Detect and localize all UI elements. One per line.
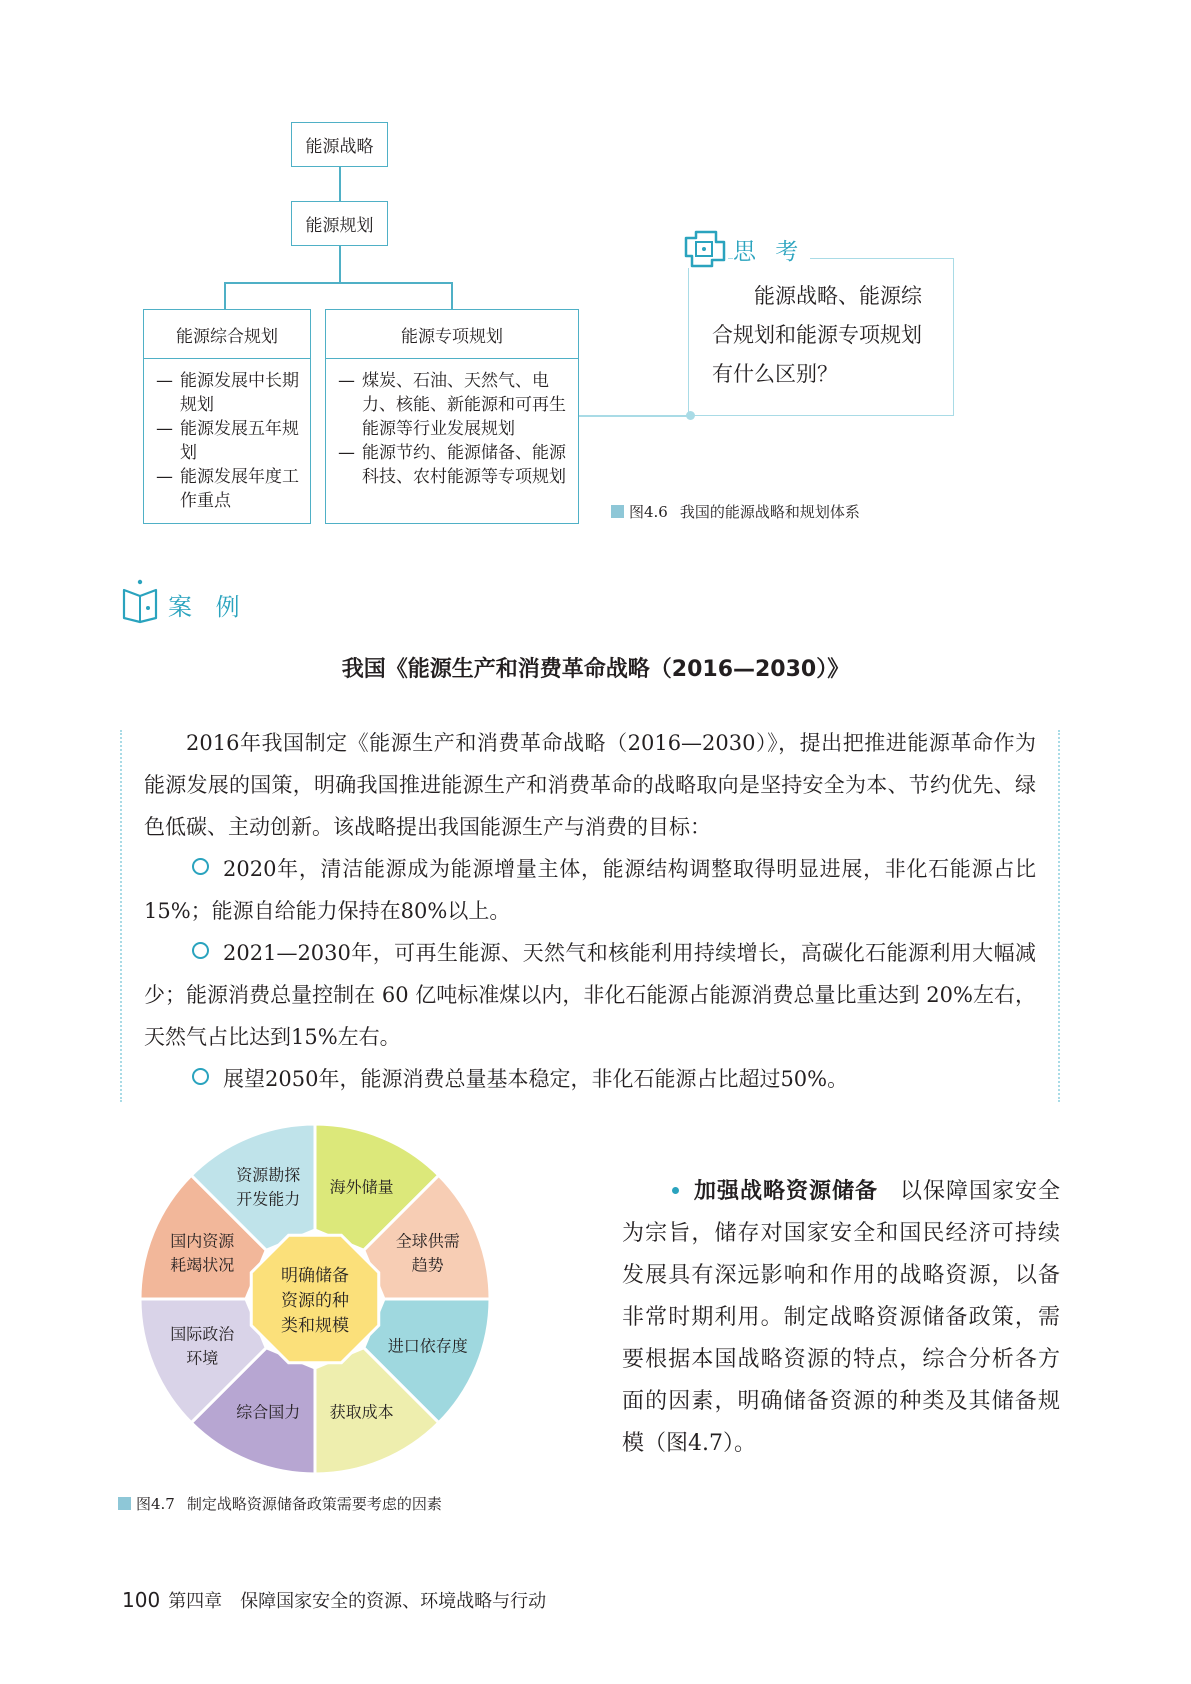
case-intro-text: 2016年我国制定《能源生产和消费革命战略（2016—2030）》，提出把推进能源革命作为能源发展的国策，明确我国推进能源生产和消费革命的战略取向是坚持安全为本、节约优先、绿色低碳、主动创新。该战略提出我国能源生产与消费的目标： bbox=[144, 731, 1036, 839]
org-list-item bbox=[156, 369, 300, 417]
strategic-reserve-wheel bbox=[135, 1118, 495, 1480]
wheel-segment-label: 全球供需趋势 bbox=[395, 1231, 460, 1275]
case-article-title: 我国《能源生产和消费革命战略（2016—2030）》 bbox=[341, 657, 850, 682]
connector bbox=[224, 282, 226, 309]
org-box-comprehensive-planning bbox=[143, 309, 311, 524]
org-item-text: 能源发展五年规划 bbox=[180, 419, 299, 463]
figure-4-7-caption bbox=[118, 1493, 442, 1514]
org-box-energy-strategy bbox=[291, 122, 388, 167]
case-border-right bbox=[1058, 730, 1060, 1102]
org-col-title: 能源专项规划 bbox=[326, 310, 578, 359]
dash: — bbox=[338, 443, 355, 463]
think-title: 思 考 bbox=[733, 233, 810, 266]
bullet-dot-icon bbox=[672, 1187, 679, 1194]
dash: — bbox=[156, 467, 173, 487]
reserve-body: 以保障国家安全为宗旨，储存对国家安全和国民经济可持续发展具有深远影响和作用的战略资源，以备非常时期利用。制定战略资源储备政策，需要根据本国战略资源的特点，综合分析各方面的因素，明确储备资源的种类及其储备规模（图4.7）。 bbox=[622, 1179, 1060, 1456]
org-col-title: 能源综合规划 bbox=[144, 310, 310, 359]
case-goal-text: 2020年，清洁能源成为能源增量主体，能源结构调整取得明显进展，非化石能源占比15%；能源自给能力保持在80%以上。 bbox=[144, 857, 1036, 923]
chapter-title: 第四章 保障国家安全的资源、环境战略与行动 bbox=[168, 1591, 547, 1612]
connector bbox=[451, 282, 453, 309]
dash: — bbox=[156, 419, 173, 439]
org-item-text: 煤炭、石油、天然气、电力、核能、新能源和可再生能源等行业发展规划 bbox=[362, 371, 566, 439]
connector bbox=[339, 246, 341, 282]
reserve-heading: 加强战略资源储备 bbox=[693, 1179, 878, 1204]
reserve-paragraph bbox=[622, 1171, 1060, 1465]
dash: — bbox=[156, 371, 173, 391]
figure-4-6-caption bbox=[611, 501, 860, 522]
figure-caption-text: 制定战略资源储备政策需要考虑的因素 bbox=[186, 1495, 442, 1513]
org-list-item bbox=[338, 369, 568, 441]
org-box-special-planning bbox=[325, 309, 579, 524]
bullet-circle-icon bbox=[192, 858, 209, 875]
page-footer bbox=[122, 1587, 546, 1613]
case-goal-text: 展望2050年，能源消费总量基本稳定，非化石能源占比超过50%。 bbox=[223, 1067, 849, 1091]
think-question bbox=[712, 277, 940, 394]
page-number: 100 bbox=[122, 1588, 161, 1612]
case-goal bbox=[144, 1058, 1036, 1100]
org-item-text: 能源节约、能源储备、能源科技、农村能源等专项规划 bbox=[362, 443, 566, 487]
think-connector bbox=[579, 415, 690, 417]
wheel-segment-label: 获取成本 bbox=[329, 1402, 394, 1422]
wheel-segment-label: 综合国力 bbox=[236, 1402, 301, 1422]
wheel-segment-label: 进口依存度 bbox=[387, 1336, 468, 1356]
case-border-left bbox=[120, 730, 122, 1102]
wheel-segment-label: 海外储量 bbox=[329, 1177, 394, 1197]
connector bbox=[339, 167, 341, 201]
caption-marker bbox=[118, 1497, 131, 1510]
connector bbox=[224, 282, 452, 284]
think-question-text: 能源战略、能源综合规划和能源专项规划有什么区别？ bbox=[712, 284, 922, 386]
wheel-center-label: 明确储备资源的种类和规模 bbox=[281, 1266, 349, 1336]
bullet-circle-icon bbox=[192, 942, 209, 959]
figure-label: 图4.6 bbox=[629, 503, 668, 521]
wheel-segment-label: 国际政治环境 bbox=[170, 1324, 235, 1368]
case-goal bbox=[144, 932, 1036, 1058]
dash: — bbox=[338, 371, 355, 391]
case-heading: 案 例 bbox=[168, 593, 248, 621]
case-goal bbox=[144, 848, 1036, 932]
org-box-label: 能源规划 bbox=[305, 216, 374, 236]
bullet-circle-icon bbox=[192, 1068, 209, 1085]
figure-label: 图4.7 bbox=[136, 1495, 175, 1513]
think-icon bbox=[682, 228, 728, 268]
org-item-text: 能源发展年度工作重点 bbox=[180, 467, 299, 511]
figure-caption-text: 我国的能源战略和规划体系 bbox=[679, 503, 860, 521]
caption-marker bbox=[611, 505, 624, 518]
org-item-text: 能源发展中长期规划 bbox=[180, 371, 299, 415]
org-list-item bbox=[338, 441, 568, 489]
org-box-label: 能源战略 bbox=[305, 137, 374, 157]
case-icon bbox=[120, 578, 160, 624]
wheel-segment-label: 资源勘探开发能力 bbox=[236, 1165, 301, 1209]
case-intro bbox=[144, 722, 1036, 848]
org-list-item bbox=[156, 417, 300, 465]
case-goal-text: 2021—2030年，可再生能源、天然气和核能利用持续增长，高碳化石能源利用大幅减少；能源消费总量控制在 60 亿吨标准煤以内，非化石能源占能源消费总量比重达到 20%左右，天然气占比达到15%左右。 bbox=[144, 941, 1036, 1049]
wheel-segment-label: 国内资源耗竭状况 bbox=[170, 1231, 235, 1275]
org-box-energy-planning bbox=[291, 201, 388, 246]
org-list-item bbox=[156, 465, 300, 513]
